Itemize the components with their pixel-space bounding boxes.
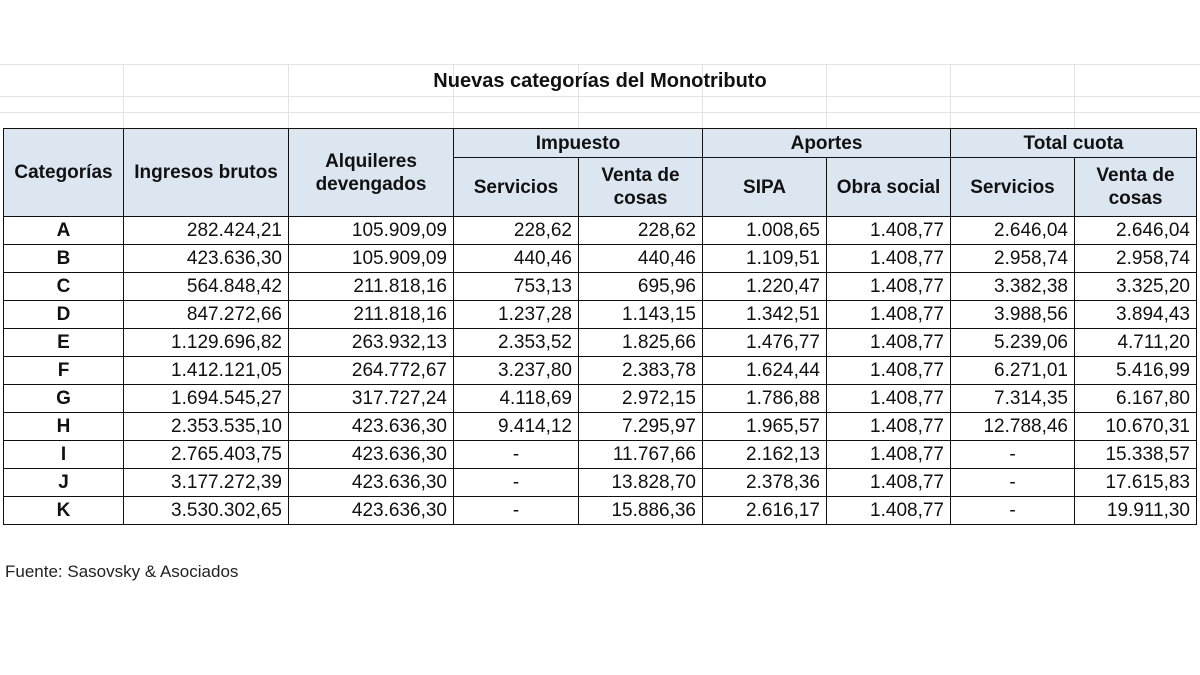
cell-total-venta-de-cosas: 2.646,04 bbox=[1075, 217, 1197, 245]
header-total-servicios: Servicios bbox=[951, 158, 1075, 217]
cell-ingresos-brutos: 423.636,30 bbox=[124, 245, 289, 273]
cell-total-servicios: - bbox=[951, 469, 1075, 497]
cell-alquileres: 105.909,09 bbox=[289, 245, 454, 273]
table-title: Nuevas categorías del Monotributo bbox=[433, 70, 767, 92]
cell-ingresos-brutos: 282.424,21 bbox=[124, 217, 289, 245]
cell-obra-social: 1.408,77 bbox=[827, 357, 951, 385]
cell-ingresos-brutos: 564.848,42 bbox=[124, 273, 289, 301]
cell-sipa: 2.162,13 bbox=[703, 441, 827, 469]
cell-total-venta-de-cosas: 15.338,57 bbox=[1075, 441, 1197, 469]
cell-categoria: H bbox=[4, 413, 124, 441]
cell-total-servicios: 6.271,01 bbox=[951, 357, 1075, 385]
header-impuesto-venta-de-cosas: Venta de cosas bbox=[579, 158, 703, 217]
header-total-cuota: Total cuota bbox=[951, 129, 1197, 158]
table-row bbox=[4, 497, 1197, 525]
table-row bbox=[4, 273, 1197, 301]
cell-obra-social: 1.408,77 bbox=[827, 497, 951, 525]
monotributo-table bbox=[3, 128, 1197, 525]
cell-impuesto-venta-de-cosas: 228,62 bbox=[579, 217, 703, 245]
table-row bbox=[4, 469, 1197, 497]
cell-obra-social: 1.408,77 bbox=[827, 469, 951, 497]
cell-sipa: 1.342,51 bbox=[703, 301, 827, 329]
cell-impuesto-venta-de-cosas: 1.825,66 bbox=[579, 329, 703, 357]
gridline bbox=[0, 64, 1200, 65]
cell-impuesto-venta-de-cosas: 7.295,97 bbox=[579, 413, 703, 441]
cell-sipa: 2.378,36 bbox=[703, 469, 827, 497]
cell-sipa: 1.476,77 bbox=[703, 329, 827, 357]
cell-alquileres: 423.636,30 bbox=[289, 497, 454, 525]
cell-alquileres: 423.636,30 bbox=[289, 413, 454, 441]
cell-sipa: 2.616,17 bbox=[703, 497, 827, 525]
cell-total-venta-de-cosas: 10.670,31 bbox=[1075, 413, 1197, 441]
cell-impuesto-servicios: 2.353,52 bbox=[454, 329, 579, 357]
cell-alquileres: 423.636,30 bbox=[289, 441, 454, 469]
cell-impuesto-servicios: 4.118,69 bbox=[454, 385, 579, 413]
gridline bbox=[0, 112, 1200, 113]
header-obra-social: Obra social bbox=[827, 158, 951, 217]
cell-sipa: 1.220,47 bbox=[703, 273, 827, 301]
cell-impuesto-servicios: - bbox=[454, 441, 579, 469]
header-impuesto-servicios: Servicios bbox=[454, 158, 579, 217]
cell-sipa: 1.786,88 bbox=[703, 385, 827, 413]
cell-impuesto-servicios: - bbox=[454, 469, 579, 497]
table-row bbox=[4, 357, 1197, 385]
cell-impuesto-venta-de-cosas: 695,96 bbox=[579, 273, 703, 301]
cell-total-servicios: 5.239,06 bbox=[951, 329, 1075, 357]
cell-categoria: J bbox=[4, 469, 124, 497]
cell-ingresos-brutos: 1.694.545,27 bbox=[124, 385, 289, 413]
cell-impuesto-servicios: 9.414,12 bbox=[454, 413, 579, 441]
cell-sipa: 1.965,57 bbox=[703, 413, 827, 441]
cell-alquileres: 211.818,16 bbox=[289, 301, 454, 329]
cell-total-servicios: 3.988,56 bbox=[951, 301, 1075, 329]
cell-sipa: 1.109,51 bbox=[703, 245, 827, 273]
cell-categoria: B bbox=[4, 245, 124, 273]
table-row bbox=[4, 245, 1197, 273]
cell-obra-social: 1.408,77 bbox=[827, 441, 951, 469]
cell-categoria: I bbox=[4, 441, 124, 469]
cell-total-venta-de-cosas: 4.711,20 bbox=[1075, 329, 1197, 357]
header-alquileres: Alquileres devengados bbox=[289, 129, 454, 217]
cell-categoria: F bbox=[4, 357, 124, 385]
cell-ingresos-brutos: 2.353.535,10 bbox=[124, 413, 289, 441]
cell-sipa: 1.008,65 bbox=[703, 217, 827, 245]
cell-total-venta-de-cosas: 2.958,74 bbox=[1075, 245, 1197, 273]
gridline bbox=[0, 96, 1200, 97]
cell-impuesto-venta-de-cosas: 2.972,15 bbox=[579, 385, 703, 413]
header-ingresos-brutos: Ingresos brutos bbox=[124, 129, 289, 217]
cell-alquileres: 105.909,09 bbox=[289, 217, 454, 245]
cell-ingresos-brutos: 3.530.302,65 bbox=[124, 497, 289, 525]
table-body bbox=[4, 217, 1197, 525]
cell-categoria: C bbox=[4, 273, 124, 301]
header-row-1 bbox=[4, 129, 1197, 158]
header-sipa: SIPA bbox=[703, 158, 827, 217]
cell-categoria: D bbox=[4, 301, 124, 329]
cell-obra-social: 1.408,77 bbox=[827, 301, 951, 329]
cell-alquileres: 263.932,13 bbox=[289, 329, 454, 357]
cell-alquileres: 211.818,16 bbox=[289, 273, 454, 301]
cell-impuesto-servicios: - bbox=[454, 497, 579, 525]
table-row bbox=[4, 441, 1197, 469]
cell-total-servicios: - bbox=[951, 441, 1075, 469]
cell-impuesto-venta-de-cosas: 11.767,66 bbox=[579, 441, 703, 469]
table-row bbox=[4, 329, 1197, 357]
cell-ingresos-brutos: 847.272,66 bbox=[124, 301, 289, 329]
cell-alquileres: 423.636,30 bbox=[289, 469, 454, 497]
table-row bbox=[4, 413, 1197, 441]
table-row bbox=[4, 301, 1197, 329]
cell-total-venta-de-cosas: 3.325,20 bbox=[1075, 273, 1197, 301]
cell-total-venta-de-cosas: 6.167,80 bbox=[1075, 385, 1197, 413]
cell-impuesto-venta-de-cosas: 13.828,70 bbox=[579, 469, 703, 497]
cell-alquileres: 264.772,67 bbox=[289, 357, 454, 385]
cell-total-venta-de-cosas: 3.894,43 bbox=[1075, 301, 1197, 329]
header-total-venta-de-cosas: Venta de cosas bbox=[1075, 158, 1197, 217]
cell-impuesto-venta-de-cosas: 2.383,78 bbox=[579, 357, 703, 385]
cell-categoria: A bbox=[4, 217, 124, 245]
cell-impuesto-servicios: 228,62 bbox=[454, 217, 579, 245]
table-row bbox=[4, 385, 1197, 413]
cell-ingresos-brutos: 3.177.272,39 bbox=[124, 469, 289, 497]
cell-impuesto-venta-de-cosas: 1.143,15 bbox=[579, 301, 703, 329]
cell-categoria: K bbox=[4, 497, 124, 525]
cell-ingresos-brutos: 1.412.121,05 bbox=[124, 357, 289, 385]
header-aportes: Aportes bbox=[703, 129, 951, 158]
cell-obra-social: 1.408,77 bbox=[827, 413, 951, 441]
cell-total-servicios: 2.646,04 bbox=[951, 217, 1075, 245]
cell-total-servicios: 12.788,46 bbox=[951, 413, 1075, 441]
table-row bbox=[4, 217, 1197, 245]
cell-obra-social: 1.408,77 bbox=[827, 217, 951, 245]
header-categorias: Categorías bbox=[4, 129, 124, 217]
source-note: Fuente: Sasovsky & Asociados bbox=[5, 562, 239, 581]
cell-total-venta-de-cosas: 5.416,99 bbox=[1075, 357, 1197, 385]
cell-impuesto-servicios: 1.237,28 bbox=[454, 301, 579, 329]
cell-obra-social: 1.408,77 bbox=[827, 329, 951, 357]
cell-alquileres: 317.727,24 bbox=[289, 385, 454, 413]
cell-obra-social: 1.408,77 bbox=[827, 385, 951, 413]
cell-ingresos-brutos: 1.129.696,82 bbox=[124, 329, 289, 357]
cell-impuesto-servicios: 753,13 bbox=[454, 273, 579, 301]
cell-total-venta-de-cosas: 19.911,30 bbox=[1075, 497, 1197, 525]
cell-categoria: G bbox=[4, 385, 124, 413]
cell-sipa: 1.624,44 bbox=[703, 357, 827, 385]
cell-total-venta-de-cosas: 17.615,83 bbox=[1075, 469, 1197, 497]
cell-impuesto-venta-de-cosas: 440,46 bbox=[579, 245, 703, 273]
cell-impuesto-servicios: 3.237,80 bbox=[454, 357, 579, 385]
cell-obra-social: 1.408,77 bbox=[827, 245, 951, 273]
cell-total-servicios: 7.314,35 bbox=[951, 385, 1075, 413]
header-impuesto: Impuesto bbox=[454, 129, 703, 158]
cell-categoria: E bbox=[4, 329, 124, 357]
cell-total-servicios: - bbox=[951, 497, 1075, 525]
cell-total-servicios: 2.958,74 bbox=[951, 245, 1075, 273]
cell-ingresos-brutos: 2.765.403,75 bbox=[124, 441, 289, 469]
cell-obra-social: 1.408,77 bbox=[827, 273, 951, 301]
cell-total-servicios: 3.382,38 bbox=[951, 273, 1075, 301]
cell-impuesto-venta-de-cosas: 15.886,36 bbox=[579, 497, 703, 525]
cell-impuesto-servicios: 440,46 bbox=[454, 245, 579, 273]
